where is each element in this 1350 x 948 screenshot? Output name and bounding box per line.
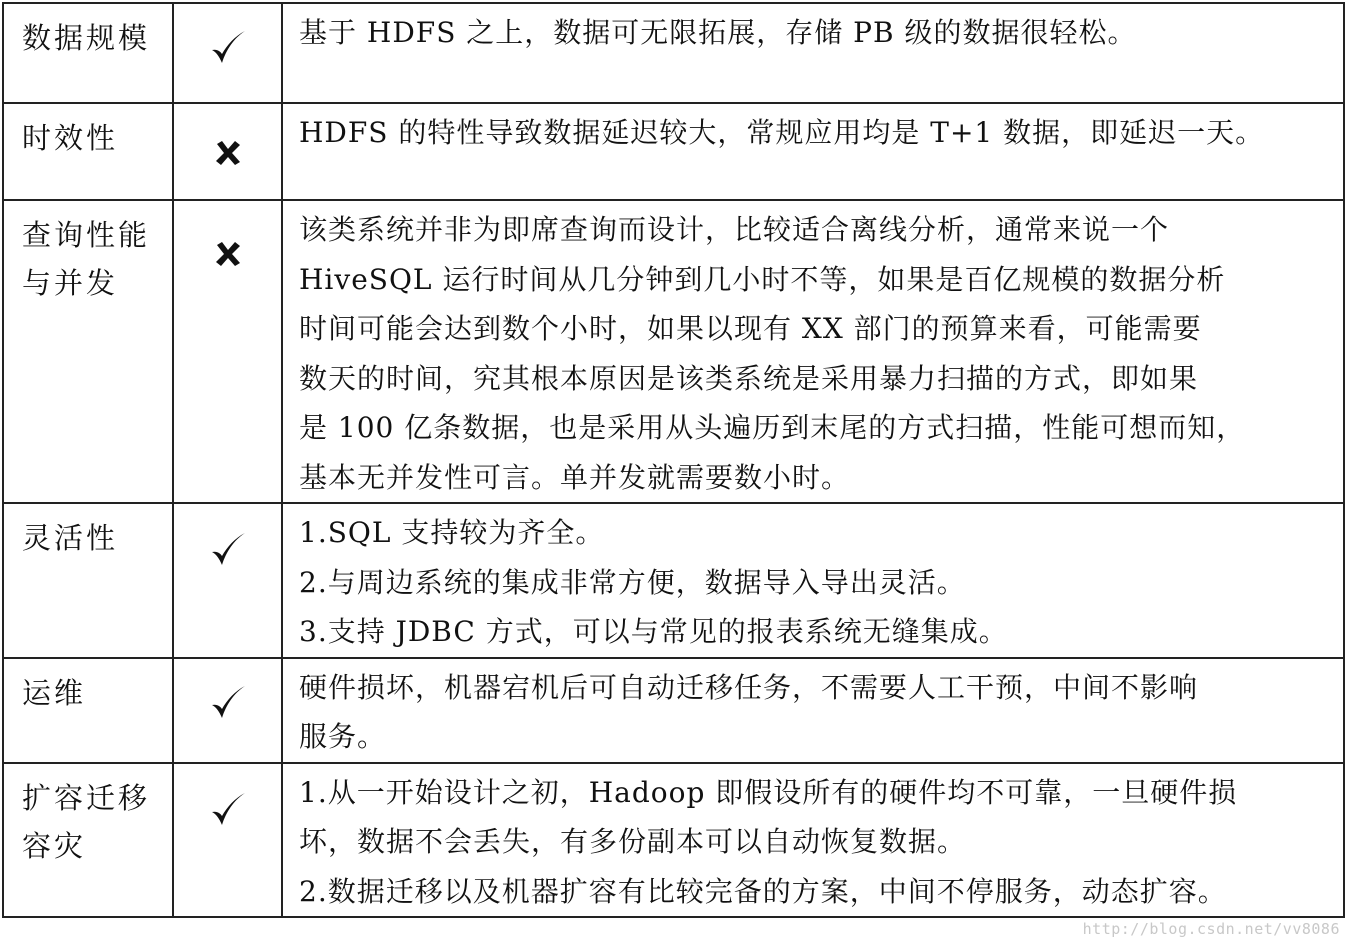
support-mark-cell — [173, 3, 282, 103]
feature-name: 容灾 — [22, 828, 87, 863]
description-line: HiveSQL 运行时间从几分钟到几小时不等，如果是百亿规模的数据分析 — [299, 262, 1226, 296]
cross-mark-icon — [213, 239, 243, 269]
feature-name: 灵活性 — [22, 521, 119, 555]
description-line: 服务。 — [299, 720, 387, 753]
support-mark-cell — [173, 763, 282, 918]
feature-name-cell — [3, 658, 173, 763]
feature-description-cell — [282, 200, 1344, 503]
description-line: 基本无并发性可言。单并发就需要数小时。 — [299, 460, 851, 494]
feature-name-cell — [3, 3, 173, 103]
support-mark-cell — [173, 503, 282, 658]
feature-name: 扩容迁移 — [22, 780, 151, 815]
feature-description-cell — [282, 103, 1344, 200]
table-row — [3, 103, 1344, 200]
feature-description-cell — [282, 658, 1344, 763]
description-line: HDFS 的特性导致数据延迟较大，常规应用均是 T+1 数据，即延迟一天。 — [299, 116, 1265, 149]
description-line: 基于 HDFS 之上，数据可无限拓展，存储 PB 级的数据很轻松。 — [299, 16, 1137, 49]
check-mark-icon — [208, 28, 248, 68]
description-line: 2.与周边系统的集成非常方便，数据导入导出灵活。 — [299, 565, 966, 599]
cross-mark-icon — [213, 138, 243, 168]
feature-name: 与并发 — [22, 266, 119, 300]
description-line: 1.从一开始设计之初，Hadoop 即假设所有的硬件均不可靠，一旦硬件损 — [299, 775, 1238, 809]
description-line: 3.支持 JDBC 方式，可以与常见的报表系统无缝集成。 — [299, 615, 1008, 648]
feature-name-cell — [3, 103, 173, 200]
check-mark-icon — [208, 683, 248, 723]
description-line: 数天的时间，究其根本原因是该类系统是采用暴力扫描的方式，即如果 — [299, 361, 1199, 395]
description-line: 2.数据迁移以及机器扩容有比较完备的方案，中间不停服务，动态扩容。 — [299, 874, 1227, 908]
description-line: 硬件损坏，机器宕机后可自动迁移任务，不需要人工干预，中间不影响 — [299, 670, 1199, 704]
description-line: 1.SQL 支持较为齐全。 — [299, 516, 605, 549]
check-mark-icon — [208, 790, 248, 830]
feature-name: 运维 — [22, 675, 87, 710]
table-row — [3, 763, 1344, 918]
support-mark-cell — [173, 658, 282, 763]
feature-name: 查询性能 — [22, 218, 151, 252]
table-row — [3, 3, 1344, 103]
support-mark-cell — [173, 200, 282, 503]
table-row — [3, 658, 1344, 763]
description-line: 该类系统并非为即席查询而设计，比较适合离线分析，通常来说一个 — [299, 213, 1170, 246]
feature-name-cell — [3, 763, 173, 918]
check-mark-icon — [208, 530, 248, 570]
feature-name-cell — [3, 503, 173, 658]
table-row — [3, 200, 1344, 503]
feature-name: 时效性 — [22, 121, 119, 155]
feature-description-cell — [282, 503, 1344, 658]
feature-name-cell — [3, 200, 173, 503]
feature-description-cell — [282, 3, 1344, 103]
feature-name: 数据规模 — [22, 21, 151, 55]
feature-comparison-table — [2, 2, 1345, 918]
description-line: 是 100 亿条数据，也是采用从头遍历到末尾的方式扫描，性能可想而知， — [299, 411, 1246, 444]
feature-description-cell — [282, 763, 1344, 918]
description-line: 时间可能会达到数个小时，如果以现有 XX 部门的预算来看，可能需要 — [299, 312, 1202, 345]
watermark-url: http://blog.csdn.net/vv8086 — [1082, 920, 1340, 938]
description-line: 坏，数据不会丢失，有多份副本可以自动恢复数据。 — [299, 825, 967, 858]
support-mark-cell — [173, 103, 282, 200]
table-row — [3, 503, 1344, 658]
